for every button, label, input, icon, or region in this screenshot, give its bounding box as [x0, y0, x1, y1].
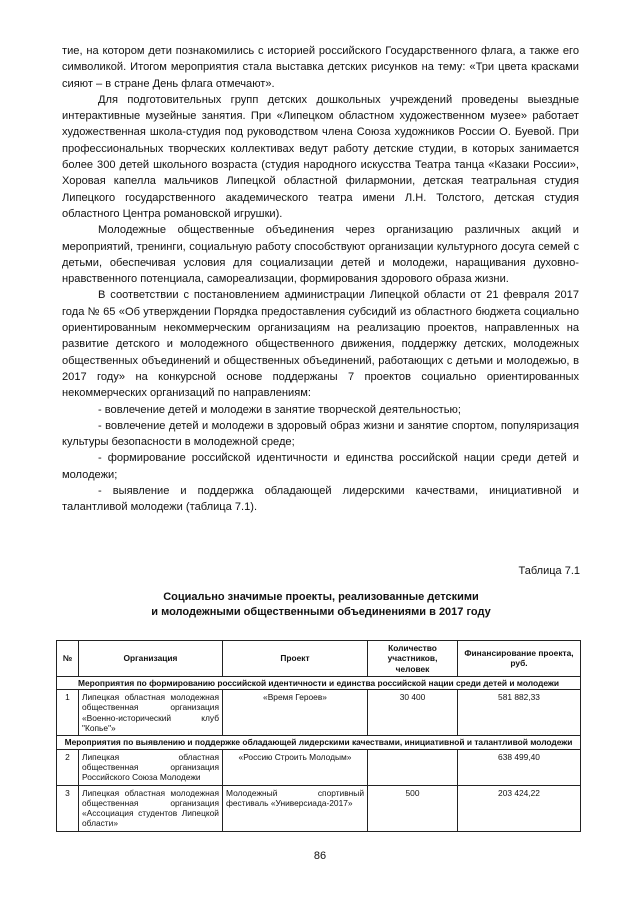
cell-funding: 203 424,22 — [458, 785, 581, 831]
cell-funding: 581 882,33 — [458, 690, 581, 736]
section-heading: Мероприятия по выявлению и поддержке обладающей лидерскими качествами, инициативной и талантливой молодежи — [57, 736, 581, 749]
list-item: - формирование российской идентичности и единства российской нации среди детей и молодежи; — [62, 452, 579, 481]
table-title — [62, 590, 580, 619]
table-row — [57, 749, 581, 785]
list-item: - вовлечение детей и молодежи в здоровый образ жизни и занятие спортом, популяризация культуры безопасности в молодежной среде; — [62, 419, 579, 449]
cell-project: Молодежный спортивный фестиваль «Универсиада-2017» — [223, 785, 368, 831]
paragraph: В соответствии с постановлением администрации Липецкой области от 21 февраля 2017 года № 65 «Об утверждении Порядка предоставления субсидий из областного бюджета социально ориентированным некоммерческим организациям на реализацию проектов, направленных на развитие детского и молодежного общественного движения, поддержку детских, молодежных общественных объединений и общественных объединений, работающих с детьми и молодежью, в 2017 году» на конкурсной основе поддержаны 7 проектов социально ориентированных некоммерческих организаций по направлениям: — [62, 289, 579, 400]
paragraph: Для подготовительных групп детских дошкольных учреждений проведены выездные интерактивные музейные занятия. При «Липецком областном художественном музее» работает художественная школа-студия под руководством члена Союза художников России О. Буевой. При профессиональных творческих коллективах ведут работу детские студии, в которых занимается более 300 детей школьного возраста (студия народного искусства Театра танца «Казаки России», Хоровая капелла мальчиков Липецкой областной филармонии, детская театральная студия Липецкого государственного академического театра имени Л.Н. Толстого, детская студия областного Центра романовской игрушки). — [62, 93, 579, 220]
projects-table — [56, 640, 581, 832]
cell-number: 3 — [57, 785, 79, 831]
cell-project: «Россию Строить Молодым» — [223, 749, 368, 785]
header-cell: Финансирование проекта, руб. — [458, 641, 581, 677]
cell-participants: 30 400 — [368, 690, 458, 736]
list-item: - выявление и поддержка обладающей лидерскими качествами, инициативной и талантливой молодежи (таблица 7.1). — [62, 485, 579, 514]
cell-participants — [368, 749, 458, 785]
header-cell: Проект — [223, 641, 368, 677]
table-title-line: и молодежными общественными объединениями в 2017 году — [151, 605, 491, 618]
table-section-row — [57, 676, 581, 689]
cell-organization: Липецкая областная молодежная общественная организация «Ассоциация студентов Липецкой области» — [79, 785, 223, 831]
cell-project: «Время Героев» — [223, 690, 368, 736]
cell-number: 2 — [57, 749, 79, 785]
paragraph: тие, на котором дети познакомились с историей российского Государственного флага, а также его символикой. Итогом мероприятия стала выставка детских рисунков на тему: «Три цвета красками сияют – в стране День флага отмечают». — [62, 45, 579, 90]
cell-organization: Липецкая областная молодежная общественная организация «Военно-исторический клуб "Копье"» — [79, 690, 223, 736]
body-text — [62, 43, 579, 516]
page-number: 86 — [313, 850, 327, 862]
table-row — [57, 785, 581, 831]
paragraph: Молодежные общественные объединения через организацию различных акций и мероприятий, тренинги, социальную работу способствуют организации культурного досуга семей с детьми, обеспечивая условия для социализации детей и молодежи, наращивания духовно-нравственного потенциала, самореализации, формирования здорового образа жизни. — [62, 224, 579, 286]
cell-number: 1 — [57, 690, 79, 736]
table-title-line: Социально значимые проекты, реализованные детскими — [163, 591, 479, 603]
cell-funding: 638 499,40 — [458, 749, 581, 785]
table-header-row — [57, 641, 581, 677]
header-cell: Организация — [79, 641, 223, 677]
table-row — [57, 690, 581, 736]
table-section-row — [57, 736, 581, 749]
list-item: - вовлечение детей и молодежи в занятие творческой деятельностью; — [98, 403, 461, 416]
cell-organization: Липецкая областная общественная организация Российского Союза Молодежи — [79, 749, 223, 785]
table-caption: Таблица 7.1 — [518, 565, 580, 577]
section-heading: Мероприятия по формированию российской идентичности и единства российской нации среди детей и молодежи — [57, 676, 581, 689]
header-cell: № — [57, 641, 79, 677]
header-cell: Количество участников, человек — [368, 641, 458, 677]
cell-participants: 500 — [368, 785, 458, 831]
